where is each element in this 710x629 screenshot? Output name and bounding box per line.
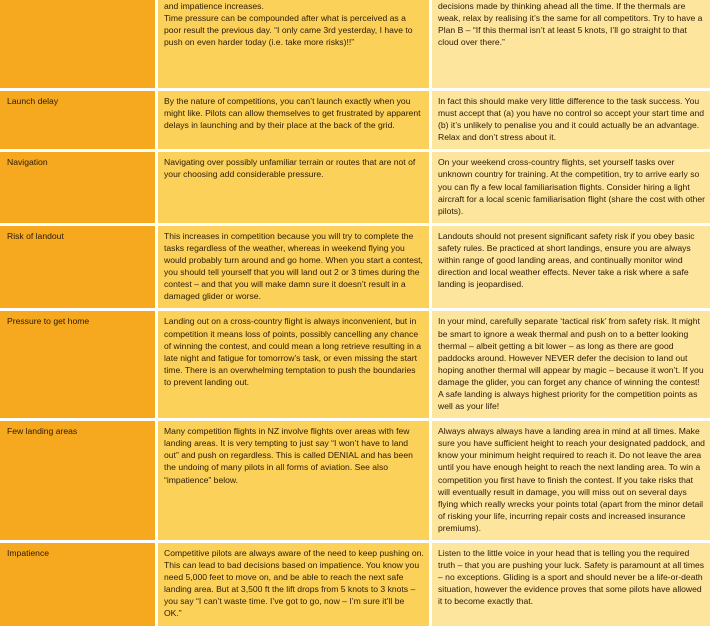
table-row	[0, 421, 710, 540]
risk-advice-cell: Always always always have a landing area in mind at all times. Make sure you have sufficient height to reach your designated paddock, and know your minimum height required to reach it. Do not leave the area until you have enough height to reach the next landing area. To win a competition you first have to finish the contest. If you take risks that will eventually result in damage, you will miss out on several days flying which really wrecks your points total (apart from the minor detail of risking your life, incurring repair costs and increased insurance premiums).	[429, 421, 710, 540]
risk-effect-text: and impatience increases.	[164, 1, 264, 11]
risk-factor-cell: Pressure to get home	[0, 311, 155, 418]
table-row	[0, 152, 710, 222]
risk-effect-cell: Landing out on a cross-country flight is always inconvenient, but in competition it means loss of points, possibly cancelling any chance of winning the contest, and could mean a long retrieve resulting in a late night and fatigue for tomorrow’s task, or even missing the start time. There is an overwhelming temptation to push the boundaries to prevent landing out.	[155, 311, 429, 418]
risk-effect-text: Time pressure can be compounded after what is perceived as a poor result the previous day. “I only came 3rd yesterday, I have to push on even harder today (i.e. take more risks)!!”	[164, 13, 413, 48]
table-row	[0, 226, 710, 309]
risk-advice-cell: Landouts should not present significant safety risk if you obey basic safety rules. Be practiced at short landings, ensure you are always within range of good landing areas, and continually monitor wind direction and local weather effects. Never take a risk where a safe landing is jeopardised.	[429, 226, 710, 309]
risk-factor-cell: Impatience	[0, 543, 155, 626]
risk-advice-cell: Listen to the little voice in your head that is telling you the required truth – that you are pushing your luck. Safety is paramount at all times – no exceptions. Gliding is a sport and should never be a life-or-death situation, however the evidence proves that some pilots have allowed it to become exactly that.	[429, 543, 710, 626]
risk-factor-cell: Risk of landout	[0, 226, 155, 309]
risk-effect-cell: Competitive pilots are always aware of the need to keep pushing on. This can lead to bad decisions based on impatience. You know you need 5,000 feet to move on, and be able to reach the next safe landing area. But at 3,500 ft the lift drops from 5 knots to 3 knots – you say “I can’t waste time. I’ve got to go, now – I’m sure it’ll be OK.”	[155, 543, 429, 626]
risk-advice-cell: decisions made by thinking ahead all the time. If the thermals are weak, relax by realising it’s the same for all competitors. Try to have a Plan B – “If this thermal isn’t at least 5 knots, I’ll go straight to that cloud over there.”	[429, 0, 710, 88]
risk-effect-cell: This increases in competition because you will try to complete the tasks regardless of the weather, whereas in weekend flying you would probably turn around and go home. When you start a contest, you should tell yourself that you will land out 2 or 3 times during the contest – and that you will make damn sure it doesn’t result in a damaged glider or worse.	[155, 226, 429, 309]
risk-advice-cell: In your mind, carefully separate ‘tactical risk’ from safety risk. It might be smart to ignore a weak thermal and push on to a better looking thermal – albeit getting a bit lower – as long as there are good paddocks around. However NEVER defer the decision to land out hoping another thermal will appear by magic – because it won’t. If you damage the glider, you can forget any chance of winning the contest! A safe landing is always highest priority for the competition points as well as your life!	[429, 311, 710, 418]
risk-effect-cell: Navigating over possibly unfamiliar terrain or routes that are not of your choosing add considerable pressure.	[155, 152, 429, 222]
table-row	[0, 91, 710, 149]
risk-advice-cell: In fact this should make very little difference to the task success. You must accept that (a) you have no control so accept your start time and (b) it’s unlikely to penalise you and it could actually be an advantage. Relax and don’t stress about it.	[429, 91, 710, 149]
risk-effect-cell: Many competition flights in NZ involve flights over areas with few landing areas. It is very tempting to just say “I won’t have to land out” and push on regardless. This is called DENIAL and has been the undoing of many pilots in all forms of aviation. See also “impatience” below.	[155, 421, 429, 540]
risk-factor-cell: Few landing areas	[0, 421, 155, 540]
risk-factor-cell	[0, 0, 155, 88]
risk-factor-cell: Launch delay	[0, 91, 155, 149]
table-row	[0, 543, 710, 626]
risk-effect-cell	[155, 0, 429, 88]
risk-advice-cell: On your weekend cross-country flights, set yourself tasks over unknown country for training. At the competition, try to arrive early so you can fly a few local familiarisation flights. Consider hiring a light aircraft for a local scenic familiarisation flight (share the cost with other pilots).	[429, 152, 710, 222]
risk-effect-cell: By the nature of competitions, you can’t launch exactly when you might like. Pilots can allow themselves to get frustrated by apparent delays in launching and by their place at the back of the grid.	[155, 91, 429, 149]
table-row	[0, 0, 710, 88]
risk-factor-cell: Navigation	[0, 152, 155, 222]
table-row	[0, 311, 710, 418]
